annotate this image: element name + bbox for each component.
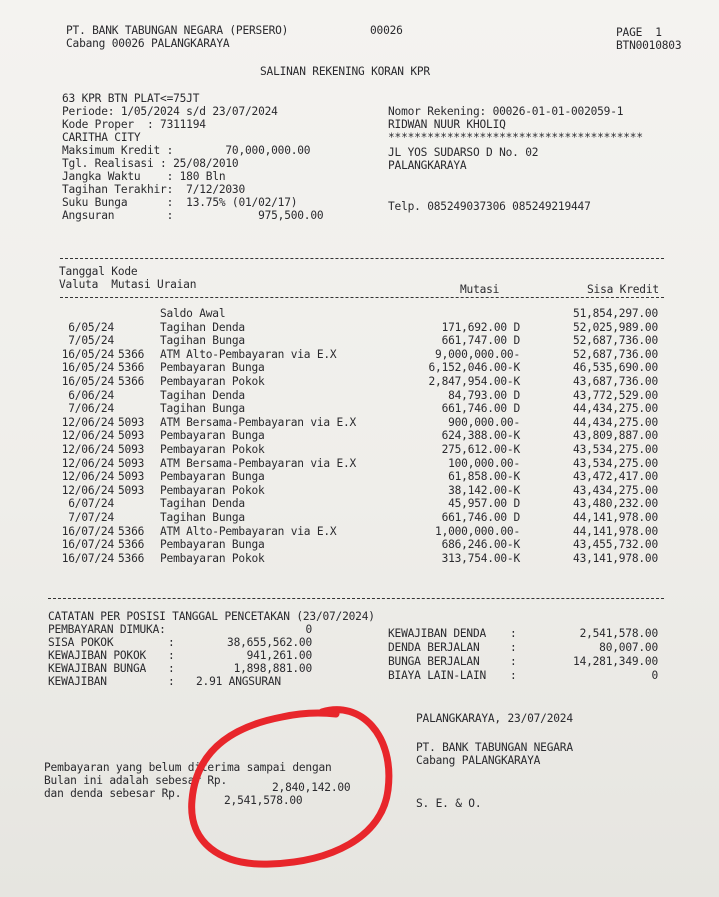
summary-label: KEWAJIBAN — [48, 675, 107, 688]
summary-title: CATATAN PER POSISI TANGGAL PENCETAKAN (23/07/2024) — [48, 610, 375, 623]
outstanding-note-line3: dan denda sebesar Rp. — [44, 787, 182, 800]
summary-value: 2.91 ANGSURAN — [196, 675, 281, 688]
summary-label: KEWAJIBAN BUNGA — [48, 662, 147, 675]
summary-label: KEWAJIBAN DENDA — [388, 627, 487, 640]
branch-name: Cabang 00026 PALANGKARAYA — [66, 37, 230, 50]
summary-separator: : — [510, 669, 517, 682]
masked-line: *************************************** — [388, 131, 643, 144]
row-sisa-kredit: 43,480,232.00 — [573, 497, 658, 511]
row-description: Tagihan Denda — [160, 320, 245, 334]
property-code: Kode Proper : 7311194 — [62, 118, 206, 131]
row-sisa-kredit: 43,472,417.00 — [573, 470, 658, 484]
table-header-line1: Tanggal Kode — [59, 265, 138, 278]
summary-value: 80,007.00 — [599, 641, 658, 654]
row-description: ATM Alto-Pembayaran via E.X — [160, 524, 337, 538]
row-sisa-kredit: 44,434,275.00 — [573, 402, 658, 416]
summary-label: SISA POKOK — [48, 636, 114, 649]
row-code: 5366 — [118, 524, 145, 538]
row-date: 16/05/24 — [61, 375, 114, 388]
last-bill: Tagihan Terakhir: 7/12/2030 — [62, 183, 245, 196]
outstanding-note-line2: Bulan ini adalah sebesar Rp. — [44, 774, 227, 787]
row-date: 7/06/24 — [68, 402, 114, 416]
row-date: 6/05/24 — [68, 320, 114, 334]
row-description: Pembayaran Pokok — [160, 483, 265, 497]
penalty-amount: 2,541,578.00 — [224, 794, 303, 807]
summary-value: 0 — [305, 623, 312, 636]
row-date: 7/07/24 — [68, 511, 114, 524]
row-sisa-kredit: 43,534,275.00 — [573, 443, 658, 456]
summary-label: BIAYA LAIN-LAIN — [388, 669, 487, 682]
row-mutasi: 313,754.00-K — [441, 551, 520, 565]
row-mutasi: 900,000.00- — [448, 415, 520, 429]
row-code: 5093 — [118, 470, 145, 484]
interest-rate: Suku Bunga : 13.75% (01/02/17) — [62, 196, 298, 209]
summary-separator: : — [510, 641, 517, 654]
outstanding-note-line1: Pembayaran yang belum diterima sampai dengan — [44, 761, 332, 774]
row-mutasi: 275,612.00-K — [441, 443, 520, 456]
row-description: Pembayaran Pokok — [160, 375, 265, 388]
max-credit: Maksimum Kredit : 70,000,000.00 — [62, 144, 311, 157]
summary-value: 941,261.00 — [246, 649, 312, 662]
row-mutasi: 9,000,000.00- — [435, 347, 520, 361]
row-date: 12/06/24 — [61, 415, 114, 429]
row-description: Tagihan Bunga — [160, 511, 245, 524]
row-description: Tagihan Denda — [160, 388, 245, 402]
table-header-line2: Valuta Mutasi Uraian — [59, 278, 197, 291]
summary-value: 14,281,349.00 — [573, 655, 658, 668]
row-mutasi: 100,000.00- — [448, 456, 520, 470]
row-code: 5366 — [118, 347, 145, 361]
seo-note: S. E. & O. — [416, 797, 482, 810]
row-date: 6/06/24 — [68, 388, 114, 402]
account-number: Nomor Rekening: 00026-01-01-002059-1 — [388, 105, 624, 118]
product-name: 63 KPR BTN PLAT<=75JT — [62, 92, 200, 105]
row-description: Pembayaran Bunga — [160, 429, 265, 443]
row-mutasi: 171,692.00 D — [441, 320, 520, 334]
customer-phone: Telp. 085249037306 085249219447 — [388, 200, 591, 213]
customer-name: RIDWAN NUUR KHOLIQ — [388, 118, 506, 131]
document-code: BTN0010803 — [616, 39, 682, 52]
row-sisa-kredit: 43,772,529.00 — [573, 388, 658, 402]
row-description: Pembayaran Bunga — [160, 538, 265, 552]
row-sisa-kredit: 44,434,275.00 — [573, 415, 658, 429]
row-description: ATM Bersama-Pembayaran via E.X — [160, 415, 357, 429]
row-code: 5093 — [118, 456, 145, 470]
row-mutasi: 661,746.00 D — [441, 402, 520, 416]
summary-label: PEMBAYARAN DIMUKA: — [48, 623, 166, 636]
table-header-sisa: Sisa Kredit — [587, 283, 659, 296]
row-date: 12/06/24 — [61, 483, 114, 497]
row-sisa-kredit: 52,025,989.00 — [573, 320, 658, 334]
row-description: Pembayaran Pokok — [160, 443, 265, 456]
signature-bank: PT. BANK TABUNGAN NEGARA — [416, 741, 573, 754]
row-description: ATM Alto-Pembayaran via E.X — [160, 347, 337, 361]
document-title: SALINAN REKENING KORAN KPR — [260, 65, 430, 78]
row-sisa-kredit: 52,687,736.00 — [573, 334, 658, 348]
row-date: 7/05/24 — [68, 334, 114, 348]
row-date: 12/06/24 — [61, 443, 114, 456]
row-mutasi: 61,858.00-K — [448, 470, 520, 484]
row-mutasi: 6,152,046.00-K — [428, 361, 520, 375]
row-code: 5093 — [118, 429, 145, 443]
row-sisa-kredit: 43,687,736.00 — [573, 375, 658, 388]
row-mutasi: 624,388.00-K — [441, 429, 520, 443]
place-date: PALANGKARAYA, 23/07/2024 — [416, 712, 573, 725]
row-mutasi: 2,847,954.00-K — [428, 375, 520, 388]
row-description: Tagihan Bunga — [160, 334, 245, 348]
row-description: ATM Bersama-Pembayaran via E.X — [160, 456, 357, 470]
row-description: Tagihan Bunga — [160, 402, 245, 416]
row-sisa-kredit: 43,434,275.00 — [573, 483, 658, 497]
row-date: 16/05/24 — [61, 361, 114, 375]
row-code: 5366 — [118, 538, 145, 552]
customer-city: PALANGKARAYA — [388, 159, 467, 172]
page-number: PAGE 1 — [616, 26, 662, 39]
row-sisa-kredit: 43,455,732.00 — [573, 538, 658, 552]
signature-branch: Cabang PALANGKARAYA — [416, 754, 541, 767]
row-date: 6/07/24 — [68, 497, 114, 511]
row-sisa-kredit: 46,535,690.00 — [573, 361, 658, 375]
row-sisa-kredit: 52,687,736.00 — [573, 347, 658, 361]
property-name: CARITHA CITY — [62, 131, 141, 144]
row-date: 12/06/24 — [61, 429, 114, 443]
row-description: Pembayaran Bunga — [160, 470, 265, 484]
summary-value: 0 — [651, 669, 658, 682]
period: Periode: 1/05/2024 s/d 23/07/2024 — [62, 105, 278, 118]
row-sisa-kredit: 44,141,978.00 — [573, 524, 658, 538]
customer-address: JL YOS SUDARSO D No. 02 — [388, 146, 539, 159]
row-mutasi: 45,957.00 D — [448, 497, 520, 511]
row-sisa-kredit: 43,141,978.00 — [573, 551, 658, 565]
row-code: 5366 — [118, 551, 145, 565]
row-date: 16/05/24 — [61, 347, 114, 361]
row-date: 16/07/24 — [61, 524, 114, 538]
row-sisa-kredit: 51,854,297.00 — [573, 307, 658, 320]
table-header-mutasi: Mutasi — [460, 283, 500, 296]
bank-name: PT. BANK TABUNGAN NEGARA (PERSERO) — [66, 24, 289, 37]
row-sisa-kredit: 44,141,978.00 — [573, 511, 658, 524]
row-description: Pembayaran Pokok — [160, 551, 265, 565]
row-description: Saldo Awal — [160, 307, 226, 320]
summary-value: 38,655,562.00 — [227, 636, 312, 649]
summary-value: 1,898,881.00 — [233, 662, 312, 675]
summary-label: BUNGA BERJALAN — [388, 655, 480, 668]
row-sisa-kredit: 43,534,275.00 — [573, 456, 658, 470]
summary-separator: : — [168, 649, 175, 662]
row-date: 12/06/24 — [61, 456, 114, 470]
row-mutasi: 38,142.00-K — [448, 483, 520, 497]
summary-separator: : — [168, 662, 175, 675]
row-description: Pembayaran Bunga — [160, 361, 265, 375]
summary-separator: : — [168, 636, 175, 649]
summary-separator: : — [510, 627, 517, 640]
row-date: 12/06/24 — [61, 470, 114, 484]
summary-label: DENDA BERJALAN — [388, 641, 480, 654]
row-date: 16/07/24 — [61, 538, 114, 552]
row-mutasi: 661,747.00 D — [441, 334, 520, 348]
row-mutasi: 686,246.00-K — [441, 538, 520, 552]
realization-date: Tgl. Realisasi : 25/08/2010 — [62, 157, 239, 170]
tenor: Jangka Waktu : 180 Bln — [62, 170, 226, 183]
row-date: 16/07/24 — [61, 551, 114, 565]
row-mutasi: 661,746.00 D — [441, 511, 520, 524]
row-mutasi: 1,000,000.00- — [435, 524, 520, 538]
installment: Angsuran : 975,500.00 — [62, 209, 324, 222]
summary-separator: : — [168, 675, 175, 688]
summary-label: KEWAJIBAN POKOK — [48, 649, 147, 662]
row-code: 5093 — [118, 443, 145, 456]
row-sisa-kredit: 43,809,887.00 — [573, 429, 658, 443]
summary-value: 2,541,578.00 — [579, 627, 658, 640]
outstanding-amount: 2,840,142.00 — [272, 781, 351, 794]
row-description: Tagihan Denda — [160, 497, 245, 511]
branch-code: 00026 — [370, 24, 403, 37]
row-code: 5366 — [118, 361, 145, 375]
row-code: 5093 — [118, 415, 145, 429]
summary-separator: : — [510, 655, 517, 668]
row-mutasi: 84,793.00 D — [448, 388, 520, 402]
row-code: 5366 — [118, 375, 145, 388]
row-code: 5093 — [118, 483, 145, 497]
